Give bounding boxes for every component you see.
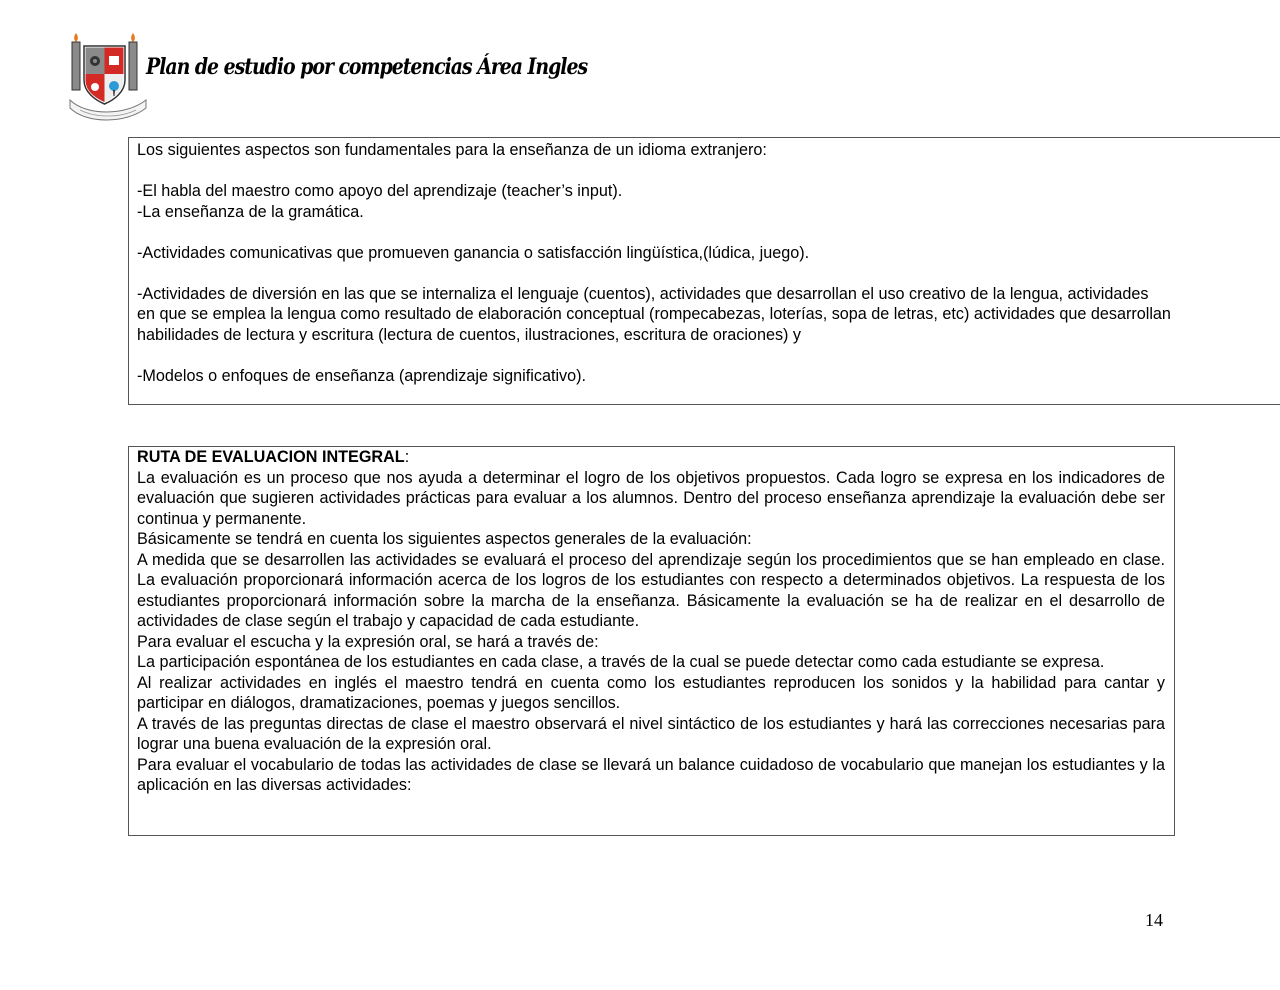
aspect-item: -Modelos o enfoques de enseñanza (aprendizaje significativo). <box>137 366 587 385</box>
spacer <box>137 263 1280 284</box>
evaluation-paragraph: La participación espontánea de los estudiantes en cada clase, a través de la cual se puede detectar como cada estudiante se expresa. <box>137 653 1105 671</box>
aspect-item: -El habla del maestro como apoyo del aprendizaje (teacher’s input). <box>137 182 623 200</box>
spacer <box>137 222 1280 243</box>
evaluation-paragraph: Básicamente se tendrá en cuenta los siguientes aspectos generales de la evaluación: <box>137 530 752 548</box>
evaluation-paragraph: Al realizar actividades en inglés el maestro tendrá en cuenta como los estudiantes reproducen los sonidos y la habilidad para cantar y participar en diálogos, dramatizaciones, poemas y juegos sencillos. <box>137 673 1165 712</box>
spacer <box>137 161 1280 182</box>
evaluation-paragraph: Para evaluar el vocabulario de todas las actividades de clase se llevará un balance cuidadoso de vocabulario que manejan los estudiantes y la aplicación en las diversas actividades: <box>137 755 1165 794</box>
aspects-intro: Los siguientes aspectos son fundamentales para la enseñanza de un idioma extranjero: <box>137 141 767 159</box>
aspect-item-line: en que se emplea la lengua como resultado de elaboración conceptual (rompecabezas, loterías, sopa de letras, etc) actividades que desarrollan <box>137 305 1171 323</box>
evaluation-box <box>128 446 1175 836</box>
evaluation-heading-line <box>137 447 1165 468</box>
evaluation-paragraph: A medida que se desarrollen las actividades se evaluará el proceso del aprendizaje según los procedimientos que se han empleado en clase. La evaluación proporcionará información acerca de los logros de los estudiantes con respecto a determinados objetivos. La respuesta de los estudiantes proporcionará información sobre la marcha de la enseñanza. Básicamente la evaluación se ha de realizar en el desarrollo de actividades de clase según el trabajo y capacidad de cada estudiante. <box>137 550 1165 630</box>
spacer <box>137 345 1280 366</box>
evaluation-paragraph: La evaluación es un proceso que nos ayuda a determinar el logro de los objetivos propuestos. Cada logro se expresa en los indicadores de evaluación que sugieren actividades prácticas para evaluar a los alumnos. Dentro del proceso enseñanza aprendizaje la evaluación debe ser continua y permanente. <box>137 468 1165 528</box>
school-crest-icon <box>66 30 150 122</box>
aspect-item: -La enseñanza de la gramática. <box>137 202 364 221</box>
page-header <box>66 28 588 123</box>
document-title: Plan de estudio por competencias Área Ingles <box>146 54 588 80</box>
evaluation-paragraph: A través de las preguntas directas de clase el maestro observará el nivel sintáctico de los estudiantes y hará las correcciones necesarias para lograr una buena evaluación de la expresión oral. <box>137 714 1165 753</box>
aspect-item: -Actividades comunicativas que promueven ganancia o satisfacción lingüística,(lúdica, juego). <box>137 243 810 262</box>
page-number: 14 <box>1145 910 1163 930</box>
evaluation-heading: RUTA DE EVALUACION INTEGRAL <box>137 448 405 466</box>
aspects-box <box>128 137 1280 405</box>
heading-colon: : <box>404 448 410 466</box>
evaluation-paragraph: Para evaluar el escucha y la expresión oral, se hará a través de: <box>137 632 599 651</box>
aspect-item-line: habilidades de lectura y escritura (lectura de cuentos, ilustraciones, escritura de oraciones) y <box>137 325 802 344</box>
aspect-item-line: -Actividades de diversión en las que se internaliza el lenguaje (cuentos), actividades que desarrollan el uso creativo de la lengua, actividades <box>137 284 1149 303</box>
